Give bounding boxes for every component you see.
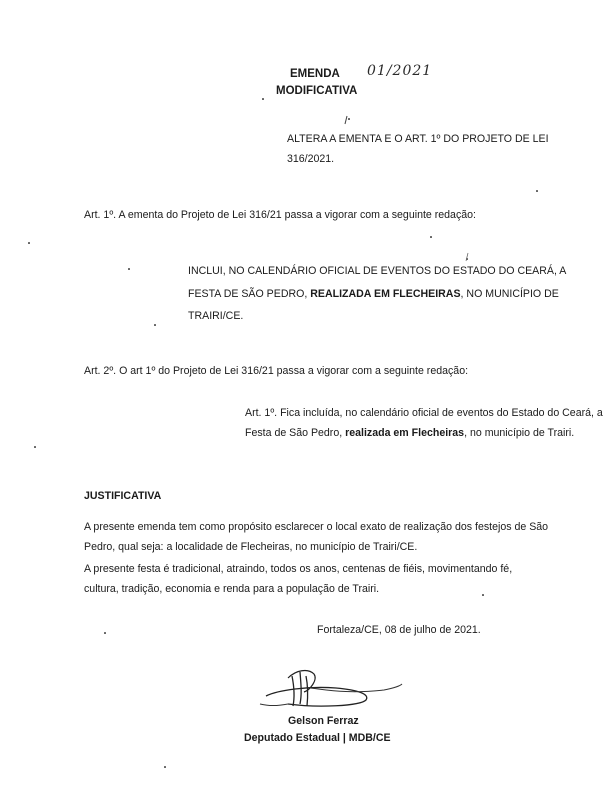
art1-quote-line-1: INCLUI, NO CALENDÁRIO OFICIAL DE EVENTOS DO ESTADO DO CEARÁ, A	[188, 265, 567, 277]
scan-speck	[28, 242, 30, 244]
scan-mark	[343, 115, 349, 125]
art2-quote-line-2-a: Festa de São Pedro,	[245, 427, 346, 439]
title-line-1: EMENDA	[290, 68, 340, 80]
scan-speck	[482, 594, 484, 596]
place-date: Fortaleza/CE, 08 de julho de 2021.	[317, 624, 481, 636]
art2-quote-line-2-c: , no município de Trairi.	[464, 427, 575, 439]
justificativa-p2-line-1: A presente festa é tradicional, atraindo, todos os anos, centenas de fiéis, movimentando fé,	[84, 563, 513, 575]
art1-quote-line-2-a: FESTA DE SÃO PEDRO,	[188, 288, 311, 300]
art1-quote-line-3: TRAIRI/CE.	[188, 310, 244, 322]
justificativa-heading: JUSTIFICATIVA	[84, 490, 162, 502]
scan-speck	[128, 268, 130, 270]
scan-speck	[164, 766, 166, 768]
art1-quote-emphasis: REALIZADA EM FLECHEIRAS	[310, 288, 461, 300]
ementa-line-1: ALTERA A EMENTA E O ART. 1º DO PROJETO DE LEI	[287, 133, 549, 145]
signer-role: Deputado Estadual | MDB/CE	[244, 732, 391, 744]
scan-speck	[430, 236, 432, 238]
title-line-2: MODIFICATIVA	[276, 85, 358, 97]
scan-speck	[262, 98, 264, 100]
art1-quote-line-2-c: , NO MUNICÍPIO DE	[460, 288, 559, 300]
scan-speck	[34, 446, 36, 448]
ementa-line-2: 316/2021.	[287, 153, 335, 165]
art1-text: Art. 1º. A ementa do Projeto de Lei 316/21 passa a vigorar com a seguinte redação:	[84, 209, 476, 221]
art2-quote-line-1: Art. 1º. Fica incluída, no calendário oficial de eventos do Estado do Ceará, a	[245, 407, 603, 419]
signer-name: Gelson Ferraz	[288, 715, 359, 727]
signature-image	[248, 650, 408, 718]
handwritten-number: 01/2021	[367, 63, 433, 79]
scan-speck	[104, 632, 106, 634]
scan-speck	[154, 324, 156, 326]
art2-quote-line-2	[245, 424, 574, 444]
justificativa-p2-line-2: cultura, tradição, economia e renda para a população de Trairi.	[84, 583, 380, 595]
scan-mark	[464, 252, 470, 262]
art2-text: Art. 2º. O art 1º do Projeto de Lei 316/21 passa a vigorar com a seguinte redação:	[84, 365, 469, 377]
art2-quote-emphasis: realizada em Flecheiras	[345, 427, 465, 439]
art1-quote-line-2	[188, 285, 559, 305]
justificativa-p1-line-2: Pedro, qual seja: a localidade de Flecheiras, no município de Trairi/CE.	[84, 541, 418, 553]
scan-speck	[536, 190, 538, 192]
justificativa-p1-line-1: A presente emenda tem como propósito esclarecer o local exato de realização dos festejos de São	[84, 521, 549, 533]
